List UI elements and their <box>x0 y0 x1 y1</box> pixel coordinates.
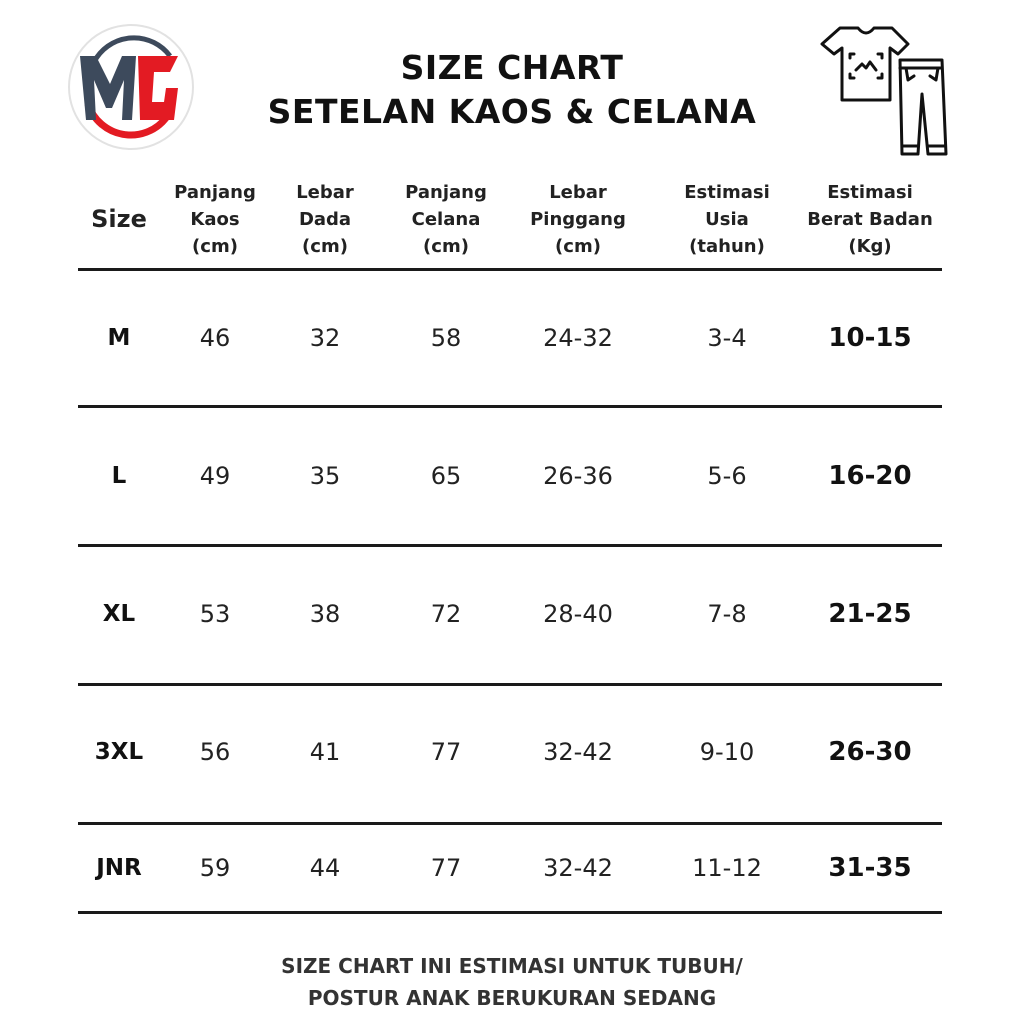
header-text: (cm) <box>423 235 469 257</box>
header-text: Pinggang <box>530 208 626 230</box>
header-lebar-pinggang <box>512 174 644 264</box>
table-divider <box>78 544 942 547</box>
cell-panjang-kaos: 46 <box>199 324 231 352</box>
cell-lebar-dada: 44 <box>309 854 341 882</box>
table-row <box>78 838 942 898</box>
header-estimasi-usia <box>644 174 810 264</box>
header-panjang-kaos <box>160 174 270 264</box>
cell-lebar-pinggang: 32-42 <box>543 738 613 766</box>
cell-size: L <box>111 463 127 489</box>
cell-lebar-pinggang: 24-32 <box>543 324 613 352</box>
header-panjang-celana <box>380 174 512 264</box>
cell-berat: 21-25 <box>828 599 912 629</box>
header-text: (cm) <box>555 235 601 257</box>
footer-line: SIZE CHART INI ESTIMASI UNTUK TUBUH/ <box>281 954 743 978</box>
cell-panjang-celana: 58 <box>430 324 462 352</box>
cell-berat: 16-20 <box>828 461 912 491</box>
cell-lebar-dada: 41 <box>309 738 341 766</box>
cell-panjang-kaos: 56 <box>199 738 231 766</box>
footer-note <box>0 950 1024 1014</box>
cell-usia: 11-12 <box>692 854 762 882</box>
cell-usia: 9-10 <box>699 738 755 766</box>
header-text: Lebar <box>296 181 354 203</box>
footer-line: POSTUR ANAK BERUKURAN SEDANG <box>307 986 717 1010</box>
cell-panjang-kaos: 53 <box>199 600 231 628</box>
cell-lebar-dada: 32 <box>309 324 341 352</box>
table-row <box>78 722 942 782</box>
table-divider <box>78 911 942 914</box>
header-text: Dada <box>298 208 352 230</box>
tshirt-pants-icon <box>818 22 954 162</box>
header-text: Estimasi <box>684 181 770 203</box>
cell-size: XL <box>102 601 136 627</box>
cell-panjang-celana: 65 <box>430 462 462 490</box>
cell-panjang-celana: 77 <box>430 854 462 882</box>
header-estimasi-berat <box>790 174 950 264</box>
cell-usia: 7-8 <box>707 600 747 628</box>
cell-panjang-celana: 77 <box>430 738 462 766</box>
cell-berat: 31-35 <box>828 853 912 883</box>
table-header <box>78 174 942 264</box>
header-text: Panjang <box>405 181 487 203</box>
table-divider <box>78 268 942 271</box>
cell-lebar-dada: 38 <box>309 600 341 628</box>
page-subtitle: SETELAN KAOS & CELANA <box>267 92 757 131</box>
header-text: Celana <box>411 208 481 230</box>
header-text: Lebar <box>549 181 607 203</box>
table-divider <box>78 683 942 686</box>
page-title: SIZE CHART <box>400 48 624 87</box>
header-text: Kaos <box>190 208 240 230</box>
cell-panjang-kaos: 59 <box>199 854 231 882</box>
cell-berat: 26-30 <box>828 737 912 767</box>
cell-lebar-dada: 35 <box>309 462 341 490</box>
header-text: Berat Badan <box>807 208 933 230</box>
header-text: Size <box>91 204 147 233</box>
header-text: (cm) <box>302 235 348 257</box>
header-text: (cm) <box>192 235 238 257</box>
cell-lebar-pinggang: 32-42 <box>543 854 613 882</box>
cell-size: 3XL <box>94 739 144 765</box>
table-divider <box>78 822 942 825</box>
cell-panjang-celana: 72 <box>430 600 462 628</box>
table-row <box>78 308 942 368</box>
header-text: (tahun) <box>689 235 765 257</box>
cell-usia: 3-4 <box>707 324 747 352</box>
header-text: Usia <box>705 208 749 230</box>
cell-lebar-pinggang: 26-36 <box>543 462 613 490</box>
table-row <box>78 446 942 506</box>
cell-usia: 5-6 <box>707 462 747 490</box>
table-divider <box>78 405 942 408</box>
cell-berat: 10-15 <box>828 323 912 353</box>
header-lebar-dada <box>270 174 380 264</box>
header-text: Panjang <box>174 181 256 203</box>
header-size <box>78 174 160 264</box>
table-row <box>78 584 942 644</box>
header-text: Estimasi <box>827 181 913 203</box>
cell-size: JNR <box>96 855 142 881</box>
cell-size: M <box>107 325 131 351</box>
cell-lebar-pinggang: 28-40 <box>543 600 613 628</box>
cell-panjang-kaos: 49 <box>199 462 231 490</box>
header-text: (Kg) <box>848 235 892 257</box>
